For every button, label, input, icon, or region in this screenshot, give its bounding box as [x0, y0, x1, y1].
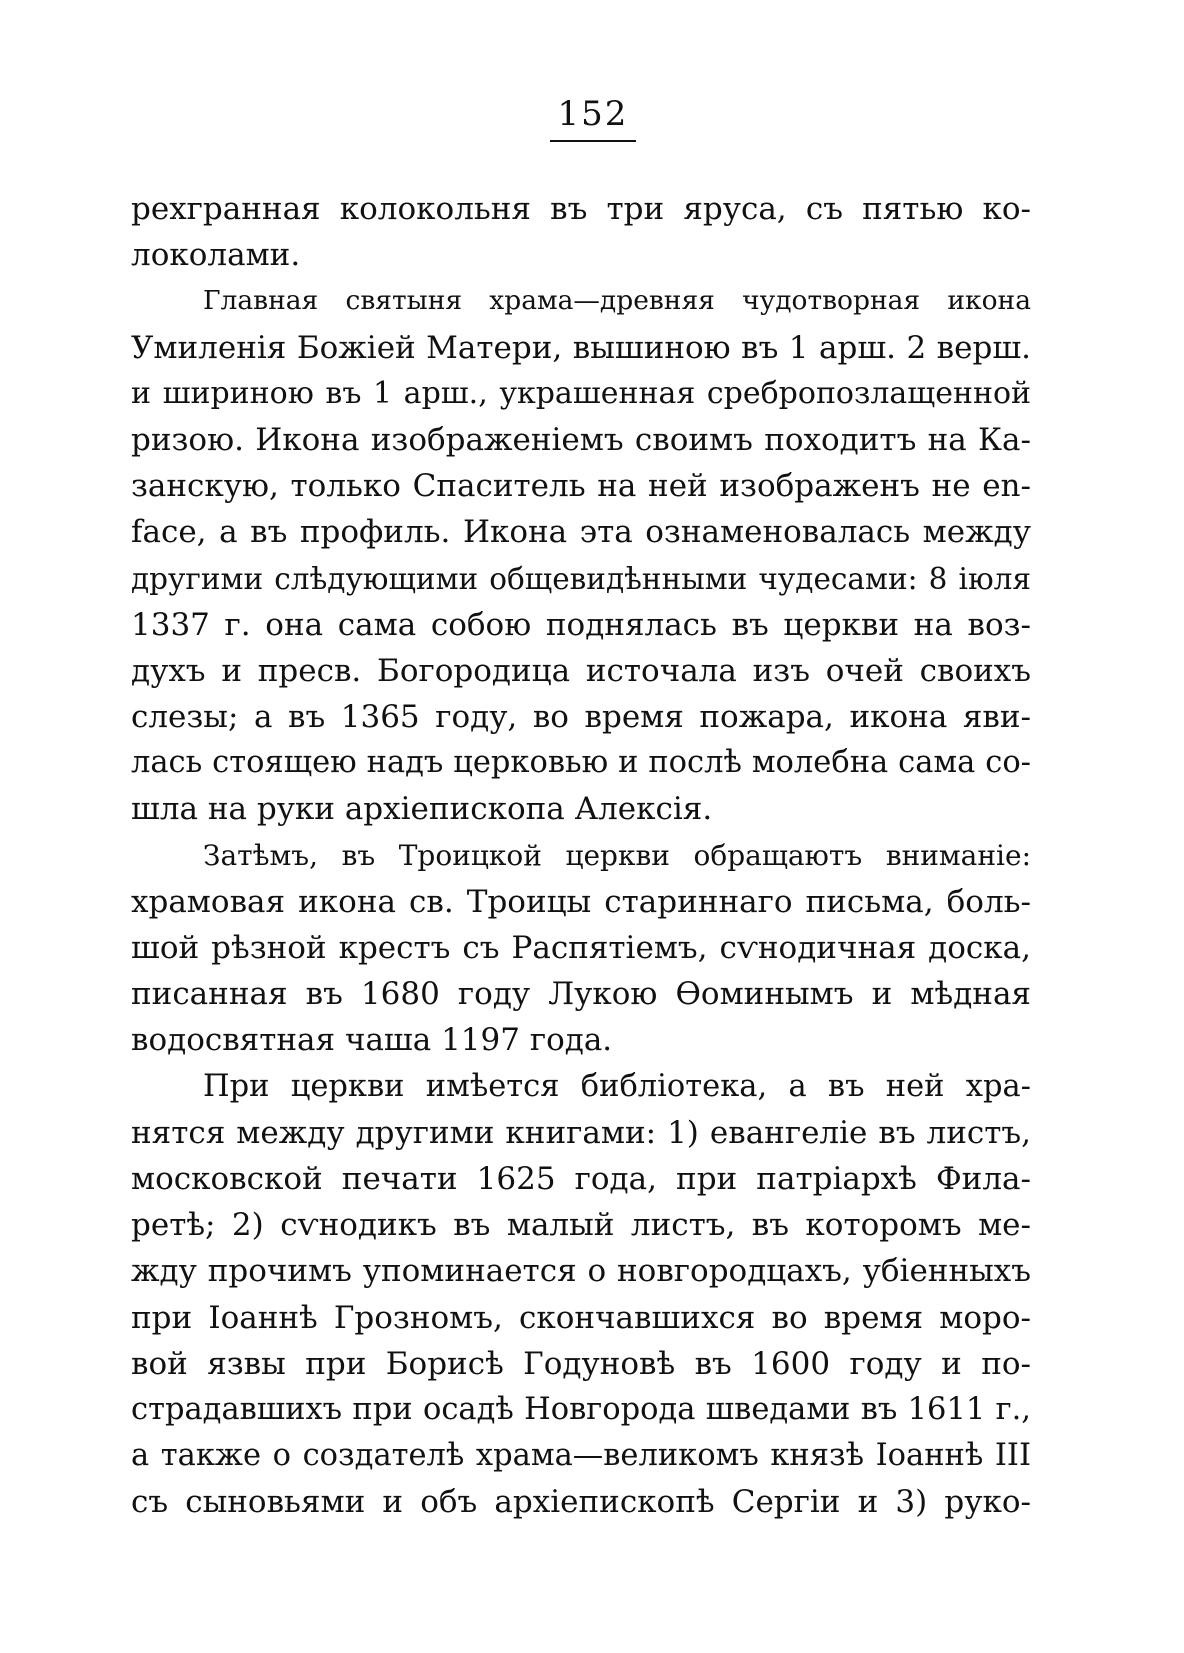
text-line: face, а въ профиль. Икона эта ознаменовалась между	[131, 514, 1031, 551]
text-line: лась стоящею надъ церковью и послѣ молебна сама со-	[131, 745, 1031, 781]
text-line: писанная въ 1680 году Лукою Ѳоминымъ и мѣдная	[131, 976, 1031, 1013]
text-line: Умиленія Божіей Матери, вышиною въ 1 арш. 2 верш.	[131, 329, 1031, 366]
text-line: ретѣ; 2) сѵнодикъ въ малый листъ, въ которомъ ме-	[131, 1207, 1031, 1244]
text-line: и шириною въ 1 арш., украшенная сребропозлащенной	[131, 375, 1031, 411]
text-line: рехгранная колокольня въ три яруса, съ пятью ко-	[131, 191, 1031, 227]
text-line: 1337 г. она сама собою поднялась въ церкви на воз-	[131, 606, 1031, 643]
text-line: ризою. Икона изображеніемъ своимъ походитъ на Ка-	[131, 421, 1031, 458]
text-line: при Іоаннѣ Грозномъ, скончавшихся во время моро-	[131, 1299, 1031, 1336]
text-line: другими слѣдующими общевидѣнными чудесами: 8 іюля	[131, 561, 1031, 596]
text-line: московской печати 1625 года, при патріархѣ Фила-	[131, 1160, 1031, 1197]
text-line: нятся между другими книгами: 1) евангеліе въ листъ,	[131, 1114, 1031, 1151]
text-line: Затѣмъ, въ Троицкой церкви обращаютъ вниманіе:	[203, 838, 1031, 872]
text-line: занскую, только Спаситель на ней изображенъ не en-	[131, 468, 1031, 505]
page-number-rule	[550, 140, 636, 142]
text-line: храмовая икона св. Троицы стариннаго письма, боль-	[131, 883, 1031, 920]
text-line: шла на руки архіепископа Алексія.	[131, 791, 713, 828]
text-line: а также о создателѣ храма—великомъ князѣ Іоаннѣ III	[131, 1438, 1031, 1474]
text-line: водосвятная чаша 1197 года.	[131, 1022, 613, 1059]
text-line: При церкви имѣется библіотека, а въ ней хра-	[203, 1068, 1031, 1104]
text-line: слезы; а въ 1365 году, во время пожара, икона яви-	[131, 699, 1031, 736]
body-text	[131, 186, 1031, 1525]
text-line: локолами.	[131, 237, 301, 274]
text-line: вой язвы при Борисѣ Годуновѣ въ 1600 году и по-	[131, 1345, 1031, 1382]
text-line: духъ и пресв. Богородица источала изъ очей своихъ	[131, 652, 1031, 689]
text-line: съ сыновьями и объ архіепископѣ Сергіи и 3) руко-	[131, 1484, 1031, 1521]
page-number: 152	[557, 94, 629, 134]
text-line: Главная святыня храма—древняя чудотворная икона	[203, 285, 1031, 317]
text-line: жду прочимъ упоминается о новгородцахъ, убіенныхъ	[131, 1253, 1031, 1290]
text-line: страдавшихъ при осадѣ Новгорода шведами въ 1611 г.,	[131, 1391, 1031, 1427]
text-line: шой рѣзной крестъ съ Распятіемъ, сѵнодичная доска,	[131, 930, 1031, 966]
